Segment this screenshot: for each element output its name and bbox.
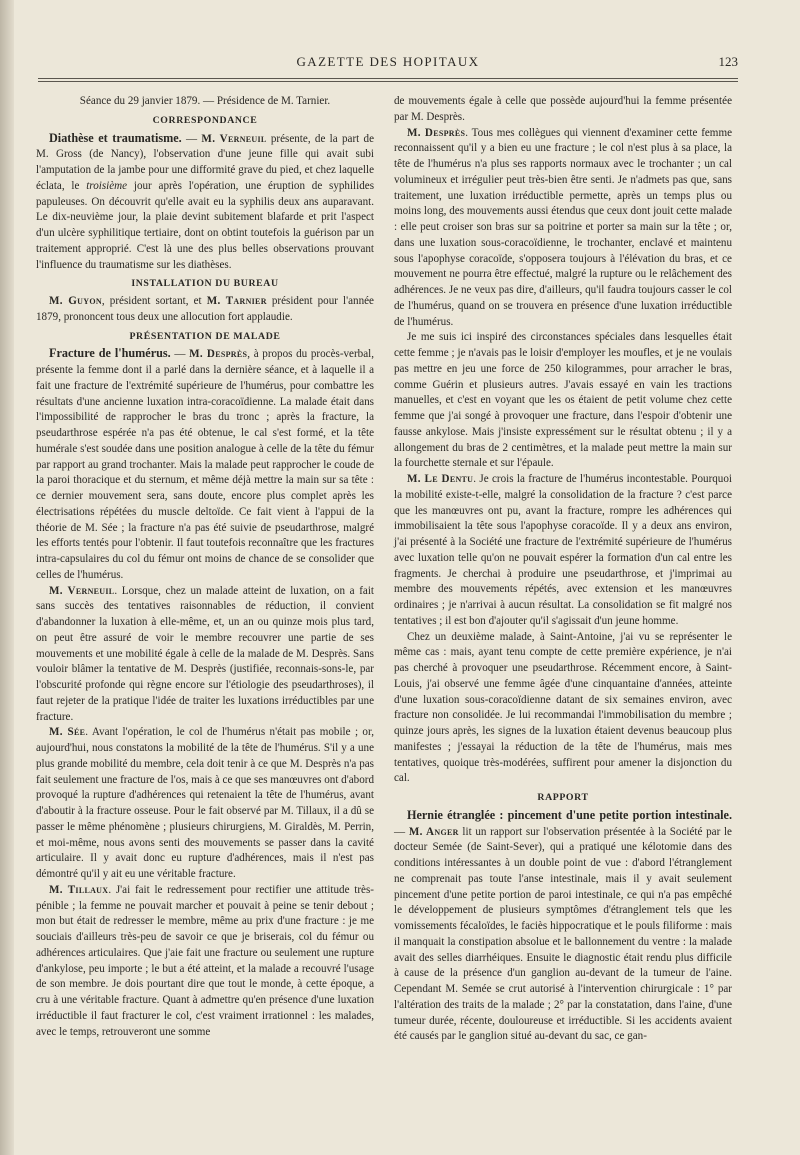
- speaker-name: M. Tillaux: [49, 883, 109, 896]
- speaker-name: M. Desprès: [189, 348, 248, 361]
- dash: —: [181, 132, 202, 145]
- paragraph-despres-2: Je me suis ici inspiré des circonstances spéciales dans lesquelles était cette femme ; je n'avais pas le loisir d'employer les moufles, et je ne voulais pas mettre en jeu une force de 250 kilogrammes, pour arracher le bras, comme Guérin et plusieurs autres. J'avais essayé en vain les tractions manuelles, et c'est en voyant que les os étaient de petit volume chez cette femme que j'ai songé à provoquer une fracture, dans l'espoir d'obtenir une fausse ankylose. Mais j'insiste expressément sur le résultat obtenu ; il y a allongement du bras de 2 centimètres, et la malade peut mettre la main sur la fourchette sternale et sur l'épaule.: [394, 331, 732, 470]
- article-diathese: [36, 131, 374, 274]
- page-number: 123: [718, 54, 738, 69]
- paragraph-text: . Lorsque, chez un malade atteint de luxation, on a fait sans succès des tentatives raisonnables de réduction, il convient d'abandonner la luxation à elle-même, et, un an ou quinze mois plus tard, on peut être assuré de voir le membre recouvrer une partie de ses mouvements et une mobilité égale à celle de la malade de M. Desprès. Sans vouloir blâmer la tentative de M. Desprès (justifiée, reconnais-sons-le, par l'obscurité profonde qui règne encore sur l'étiologie des pseudarthroses), il faut rejeter de la pratique l'idée de traiter les luxations irréductibles par une fracture.: [36, 584, 374, 723]
- article-title: Hernie étranglée : pincement d'une petite portion intestinale.: [407, 807, 732, 822]
- section-heading-presentation: PRÉSENTATION DE MALADE: [129, 330, 281, 342]
- paragraph-text: . Je crois la fracture de l'humérus incontestable. Pourquoi la mobilité existe-t-elle, malgré la consolidation de la fracture ? c'est parce que les manœuvres ont pu, avant la fracture, rompre les adhérences qui immobilisaient la tête sous l'apophyse coracoïde. Il y a deux ans environ, j'ai présenté à la Société une fracture de l'extrémité supérieure de l'humérus avec luxation telle qu'on ne pouvait espérer la formation d'un cal entre les fragments. Je cherchai à produire une pseudarthrose, et j'imprimai au membre des mouvements répétés, avec extension et les manœuvres ordinaires ; je n'arrivai à aucun résultat. La consolidation se fit malgré nos tentatives ; il est bon d'ajouter qu'il s'agissait d'un jeune homme.: [394, 473, 732, 627]
- paragraph-text: jour après l'opération, une éruption de syphilides papuleuses. On découvrit qu'elle avait eu la syphilis deux ans auparavant. Le dix-neuvième jour, la plaie devint subitement blafarde et prit l'aspect d'un ulcère syphilitique tertiaire, dont on obtint toutefois la guérison par un traitement approprié. C'est là une des plus belles observations prouvant l'influence du traumatisme sur les diathèses.: [36, 179, 375, 271]
- article-fracture: [36, 346, 374, 583]
- article-installation: [36, 294, 374, 326]
- left-column: [36, 94, 374, 1040]
- page-header: [38, 54, 738, 76]
- article-title: Fracture de l'humérus.: [49, 346, 171, 361]
- paragraph-text: . Avant l'opération, le col de l'humérus n'était pas mobile ; or, aujourd'hui, nous constatons la mobilité de la tête de l'humérus. S'il y a une plus grande mobilité du membre, cela doit tenir à ce que M. Desprès n'a pas fait seulement une fracture de l'os, mais à ce que ses manœuvres ont d'abord provoqué la rupture d'adhérences qui retenaient la tête de l'humérus, avant d'aboutir à la fracture osseuse. Pour le fait observé par M. Tillaux, il a dû se passer le même phénomène ; plusieurs chirurgiens, M. Giraldès, M. Perrin, et moi-même, nous avons senti des mouvements se passer dans la cavité articulaire. Il y avait donc eu rupture d'adhérences, mais il n'est pas démontré qu'il y ait eu une véritable fracture.: [36, 726, 374, 880]
- paragraph-le-dentu-2: Chez un deuxième malade, à Saint-Antoine, j'ai vu se représenter le même cas : mais, ayant tenu compte de cette première expérience, je n'ai pas cherché à provoquer une pseudarthrose. Récemment encore, à Saint-Louis, j'ai observé une femme âgée d'une cinquantaine d'années, atteinte d'une luxation sous-coracoïdienne datant de six semaines environ, avec fracture non consolidée. Je lui recommandai l'immobilisation du membre ; quinze jours après, les signes de la luxation étaient devenus beaucoup plus manifestes ; j'essayai la réduction de la tête de l'humérus, mais mes tentatives, quoique très-modérées, suffirent pour amener la disjonction du cal.: [394, 630, 732, 785]
- paragraph-text: lit un rapport sur l'observation présentée à la Société par le docteur Semée (de Saint-Sever), qui a pratiqué une kélotomie dans des conditions intéressantes à un double point de vue : d'abord l'étranglement ne comprenait pas toute l'anse intestinale, mais il y avait seulement pincement d'une petite portion de paroi intestinale, ce qui n'a pas empêché le développement de plusieurs symptômes d'étranglement tels que les vomissements fécaloïdes, le faciès hippocratique et le pouls filiforme : mais il manquait la constipation absolue et le ballonnement du ventre : la malade avait des selles diarrhéiques. Ensuite le diagnostic était rendu plus difficile à cause de la présence d'un ganglion au-devant de la tumeur de l'aine. Cependant M. Semée se crut autorisé à l'intervention chirurgicale : 1° par l'altération des traits de la malade ; 2° par la constatation, dans l'aine, d'une tumeur durée, récente, douloureuse et irréductible. Si les accidents avaient été causés par le ganglion situé au-devant du sac, ce gan-: [394, 825, 732, 1043]
- paragraph-despres: [394, 126, 732, 331]
- speaker-name: M. Tarnier: [206, 295, 267, 307]
- speaker-name: M. Le Dentu: [407, 473, 474, 485]
- article-title: Diathèse et traumatisme.: [49, 130, 182, 145]
- italic-text: troisième: [86, 179, 128, 192]
- paragraph-continuation: de mouvements égale à celle que possède aujourd'hui la femme présentée par M. Desprès.: [394, 95, 732, 123]
- speaker-name: M. Desprès: [407, 126, 466, 139]
- paragraph-le-dentu: [394, 472, 732, 630]
- speaker-name: M. Guyon: [49, 295, 102, 307]
- paragraph-text: . J'ai fait le redressement pour rectifier une attitude très-pénible ; la femme ne pouvait marcher et pouvait à peine se tenir debout ; mon but était de redresser le membre, même au prix d'une fracture : je me souciais d'ailleurs très-peu de savoir ce que je briserais, col du fémur ou adhérences articulaires. Que j'aie fait une fracture ou seulement une rupture d'ankylose, peu importe ; le but a été atteint, et la malade a recouvré l'usage de son membre. Je dois pourtant dire que tout le monde, à cette époque, a cru à une véritable fracture. Quant à admettre qu'en présence d'une luxation irréductible il faut fracturer le col, c'est vraiment irrationnel : les malades, avec le temps, retrouveront une somme: [36, 883, 374, 1038]
- right-column: [394, 94, 732, 1045]
- paragraph-text: présente, de la part de M. Gross (de Nancy), l'observation d'une jeune fille qui avait subi l'amputation de la jambe pour une difformité grave du pied, et chez laquelle éclata, le: [36, 132, 375, 192]
- section-heading-rapport: RAPPORT: [537, 792, 589, 803]
- speaker-name: M. Verneuil: [201, 132, 267, 145]
- header-rule-top: [38, 78, 738, 79]
- paragraph-verneuil: [36, 584, 374, 726]
- dash: —: [394, 825, 409, 838]
- speaker-name: M. Verneuil: [49, 584, 115, 597]
- header-rule-bottom: [38, 81, 738, 82]
- paragraph-tillaux: [36, 883, 374, 1041]
- speaker-name: M. Anger: [408, 825, 459, 838]
- paragraph-text: . Tous mes collègues qui viennent d'examiner cette femme reconnaissent qu'il y a bien eu une fracture ; le col n'est plus à sa place, la tête de l'humérus n'a plus ses rapports normaux avec le trochanter ; un cal volumineux et irrégulier peut très-bien être senti. Je n'admets pas que, sans traitement, une luxation irréductible permette, après un temps plus ou moins long, des mouvements aussi étendus que ceux dont jouit cette malade : elle peut croiser son bras sur sa poitrine et porter sa main sur la tête ; or, dans une luxation sous-coracoïdienne, le trochanter, enclavé et maintenu sous l'apophyse coracoïde, s'opposera toujours à l'élévation du bras, et ce mouvement ne pourra être effectué, malgré la rupture ou le relâchement des adhérences. Je ne veux pas dire, d'ailleurs, qu'il faudra toujours casser le col de l'humérus, quand on se trouvera en présence d'une luxation irréductible de l'humérus.: [394, 126, 732, 328]
- paragraph-text: , à propos du procès-verbal, présente la femme dont il a parlé dans la dernière séance, et à laquelle il a fait une fracture de l'extrémité supérieure de l'humérus, pour combattre les résultats d'une ancienne luxation intra-coracoïdienne. La malade était dans l'impossibilité de rapprocher le bras du tronc ; après la fracture, la pseudarthrose espérée n'a pas été obtenue, le cal s'est formé, et la tête humérale s'est soudée dans une position analogue à celle de la tête du fémur par rapport au grand trochanter. Mais la malade peut rapprocher le coude de la paroi thoracique et du sternum, et même déjà mettre la main sur sa tête : ce dernier mouvement sera, sans doute, encore plus complet après les électrisations répétées du muscle deltoïde. Ce fait vient à l'appui de la théorie de M. Sée ; la fracture n'a pas été suivie de pseudarthrose, malgré les efforts tentés pour l'obtenir. Il faut toutefois reconnaître que les fractures intra-capsulaires du col du fémur ont moins de chance de se consolider que celles de l'humérus.: [36, 348, 375, 581]
- page-spine-shadow: [0, 0, 14, 1155]
- paragraph-text: , président sortant, et: [101, 295, 207, 307]
- section-heading-installation: INSTALLATION DU BUREAU: [131, 278, 279, 290]
- journal-title: GAZETTE DES HOPITAUX: [296, 54, 480, 69]
- speaker-name: M. Sée: [49, 726, 86, 739]
- paragraph-see: [36, 725, 374, 883]
- section-heading-correspondance: CORRESPONDANCE: [152, 114, 258, 126]
- session-line: Séance du 29 janvier 1879. — Présidence de M. Tarnier.: [79, 95, 331, 107]
- dash: —: [170, 348, 190, 361]
- article-hernie: [394, 808, 732, 1045]
- paragraph-text: président pour l'année 1879, prononcent tous deux une allocution fort applaudie.: [36, 295, 374, 323]
